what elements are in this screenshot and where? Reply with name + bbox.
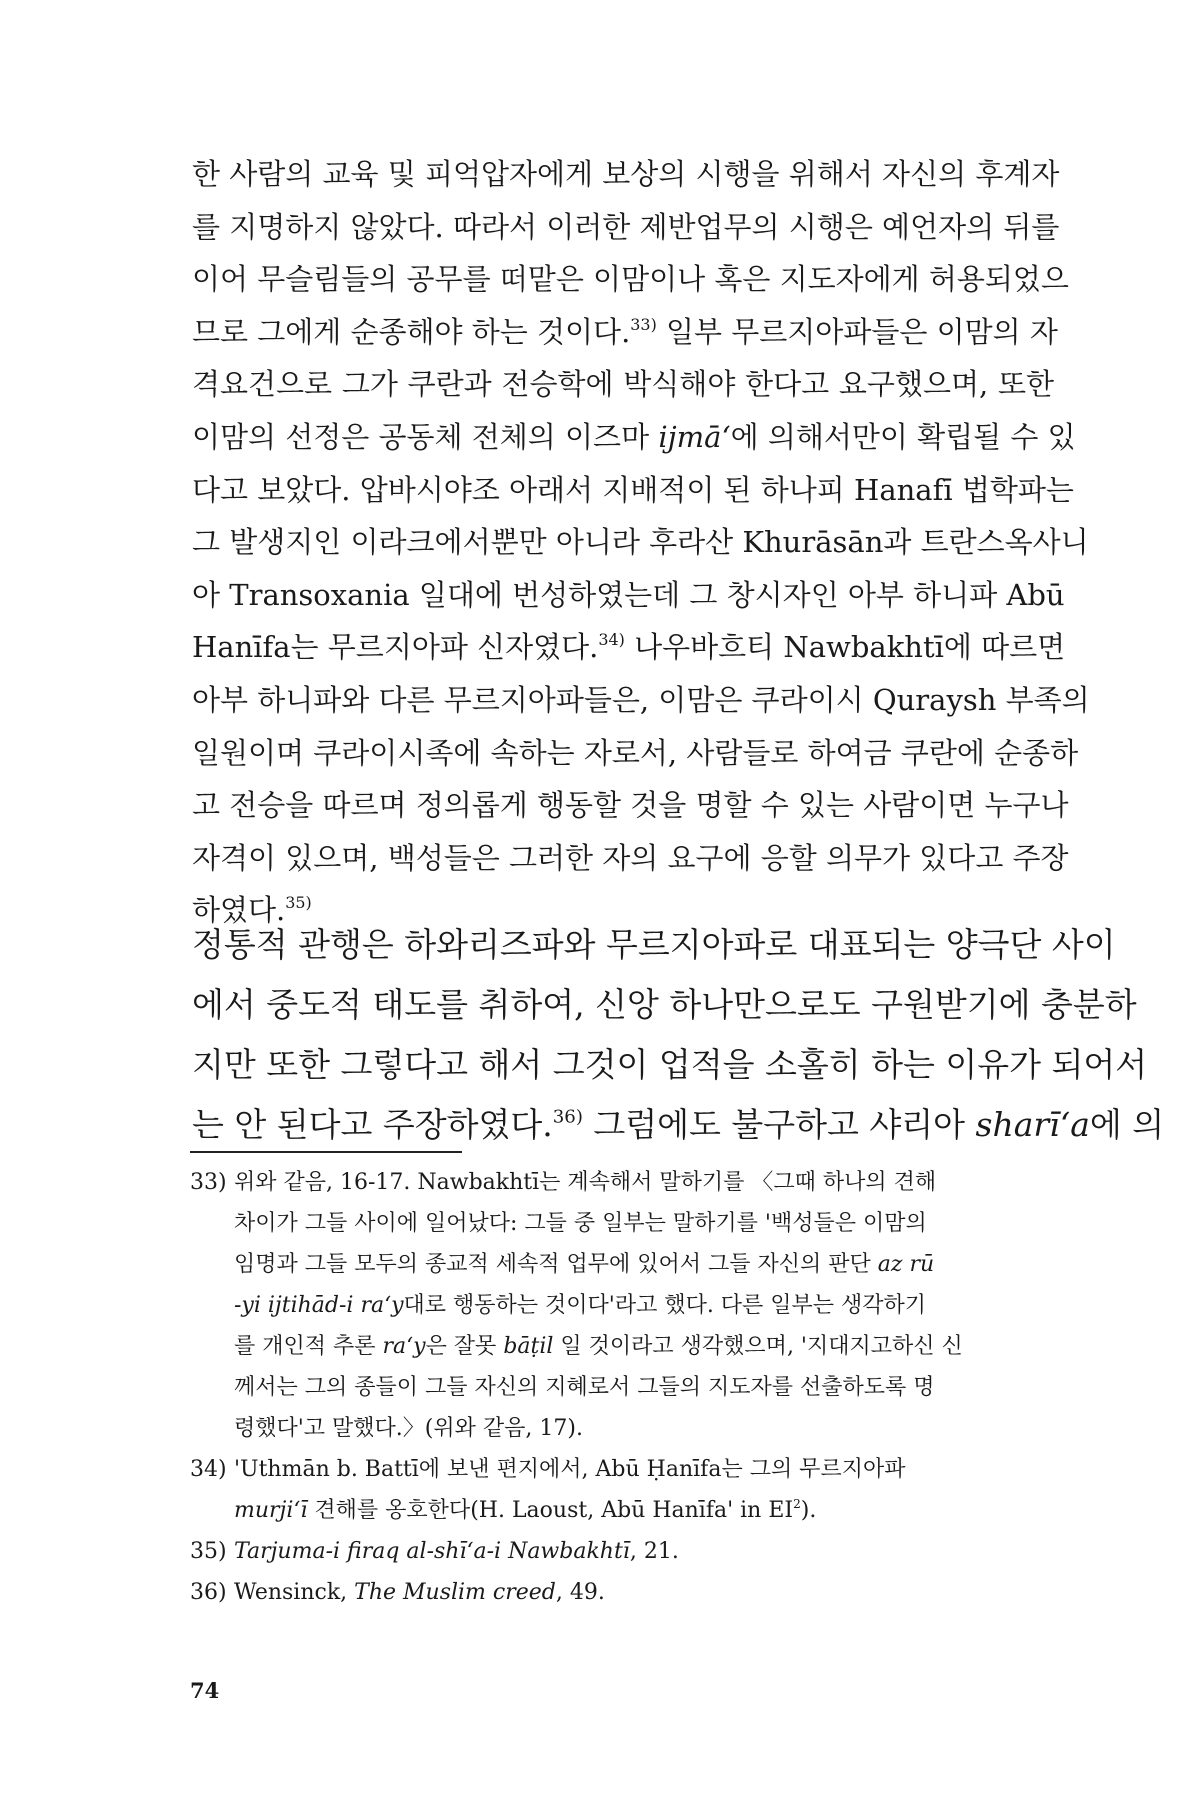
text-line (192, 621, 1066, 674)
footnote-line: 위와 같음, 16-17. Nawbakhtī는 계속해서 말하기를 〈그때 하나의 견해 (234, 1170, 937, 1195)
text-line: 격요건으로 그가 쿠란과 전승학에 박식해야 한다고 요구했으며, 또한 (192, 367, 1054, 402)
text-line: 그 발생지인 이라크에서뿐만 아니라 후라산 Khurāsān과 트란스옥사니 (192, 525, 1089, 560)
footnote-number: 35) (190, 1539, 227, 1564)
page-number: 74 (190, 1678, 220, 1703)
text-segment: 하였다. (192, 893, 286, 928)
italic-term: ijmāʻ (658, 419, 731, 454)
text-line: 이어 무슬림들의 공무를 떠맡은 이맘이나 혹은 지도자에게 허용되었으 (192, 262, 1069, 297)
footnote-34 (190, 1449, 1054, 1531)
body-paragraph-1 (192, 148, 1090, 937)
superscript: 2 (793, 1496, 801, 1511)
body-paragraph-2 (192, 915, 1165, 1155)
text-segment: 대로 행동하는 것이다'라고 했다. 다른 일부는 생각하기 (403, 1293, 927, 1318)
footnote-line (234, 1326, 1054, 1367)
text-segment: 는 안 된다고 주장하였다. (192, 1105, 553, 1144)
footnote-ref-33: 33) (630, 314, 657, 334)
footnote-line (234, 1572, 1054, 1613)
italic-term: sharīʻa (975, 1105, 1090, 1144)
text-line: 아부 하니파와 다른 무르지아파들은, 이맘은 쿠라이시 Quraysh 부족의 (192, 682, 1090, 717)
text-line: 정통적 관행은 하와리즈파와 무르지아파로 대표되는 양극단 사이 (192, 925, 1116, 964)
text-segment: 그럼에도 불구하고 샤리아 (582, 1105, 976, 1144)
footnote-line: 'Uthmān b. Battī에 보낸 편지에서, Abū Ḥanīfa는 그의 무르지아파 (234, 1457, 906, 1482)
text-segment: 나우바흐티 Nawbakhtī에 따르면 (624, 630, 1066, 665)
text-segment: 이맘의 선정은 공동체 전체의 이즈마 (192, 419, 659, 454)
footnote-line: 차이가 그들 사이에 일어났다: 그들 중 일부는 말하기를 '백성들은 이맘의 (234, 1211, 927, 1236)
footnote-line (234, 1531, 1054, 1572)
text-segment: 임명과 그들 모두의 종교적 세속적 업무에 있어서 그들 자신의 판단 (234, 1252, 878, 1277)
text-segment: 일부 무르지아파들은 이맘의 자 (656, 314, 1058, 349)
footnote-35 (190, 1531, 1054, 1572)
text-line: 자격이 있으며, 백성들은 그러한 자의 요구에 응할 의무가 있다고 주장 (192, 840, 1069, 875)
text-segment: 에 의 (1089, 1105, 1165, 1144)
text-segment: , 21. (629, 1539, 679, 1564)
text-line: 에서 중도적 태도를 취하여, 신앙 하나만으로도 구원받기에 충분하 (192, 985, 1137, 1024)
footnote-line (234, 1244, 1054, 1285)
footnote-line (234, 1490, 1054, 1531)
footnote-divider (190, 1151, 462, 1153)
italic-term: murjiʻī (234, 1498, 308, 1523)
footnote-number: 33) (190, 1170, 227, 1195)
text-segment: , 49. (555, 1580, 605, 1605)
footnote-36 (190, 1572, 1054, 1613)
text-line: 를 지명하지 않았다. 따라서 이러한 제반업무의 시행은 예언자의 뒤를 (192, 209, 1060, 244)
footnote-ref-34: 34) (598, 630, 625, 650)
text-line (192, 411, 1076, 464)
text-segment: 를 개인적 추론 (234, 1334, 383, 1359)
footnote-33 (190, 1162, 1054, 1449)
text-line: 다고 보았다. 압바시야조 아래서 지배적이 된 하나피 Hanafī 법학파는 (192, 472, 1074, 507)
text-line: 고 전승을 따르며 정의롭게 행동할 것을 명할 수 있는 사람이면 누구나 (192, 788, 1069, 823)
footnote-line: 령했다'고 말했다.〉(위와 같음, 17). (234, 1416, 583, 1441)
text-segment: Wensinck, (234, 1580, 355, 1605)
footnote-number: 36) (190, 1580, 227, 1605)
text-line (192, 1095, 1165, 1155)
text-line: 한 사람의 교육 및 피억압자에게 보상의 시행을 위해서 자신의 후계자 (192, 157, 1060, 191)
footnote-line: 께서는 그의 종들이 그들 자신의 지혜로서 그들의 지도자를 선출하도록 명 (234, 1375, 935, 1400)
text-segment: 므로 그에게 순종해야 하는 것이다. (192, 314, 631, 349)
text-segment: ). (800, 1498, 817, 1523)
text-segment: 일 것이라고 생각했으며, '지대지고하신 신 (553, 1334, 963, 1359)
italic-term: -yi ijtihād-i raʻy (234, 1293, 404, 1318)
text-segment: 견해를 옹호한다(H. Laoust, Abū Hanīfa' in EI (307, 1498, 794, 1523)
italic-title: The Muslim creed (354, 1580, 556, 1605)
text-line: 일원이며 쿠라이시족에 속하는 자로서, 사람들로 하여금 쿠란에 순종하 (192, 735, 1079, 770)
footnote-number: 34) (190, 1457, 227, 1482)
text-segment: 에 의해서만이 확립될 수 있 (730, 419, 1076, 454)
italic-title: Tarjuma-i firaq al-shīʻa-i Nawbakhtī (234, 1539, 630, 1564)
text-line: 지만 또한 그렇다고 해서 그것이 업적을 소홀히 하는 이유가 되어서 (192, 1045, 1148, 1084)
text-line (192, 306, 1058, 359)
footnote-ref-36: 36) (552, 1106, 583, 1128)
italic-term: az rū (877, 1252, 935, 1277)
footnote-line (234, 1285, 1054, 1326)
text-segment: Hanīfa는 무르지아파 신자였다. (192, 630, 599, 665)
text-segment: 은 잘못 (425, 1334, 504, 1359)
footnotes (190, 1162, 1054, 1613)
italic-term: bāṭil (503, 1334, 554, 1359)
text-line: 아 Transoxania 일대에 번성하였는데 그 창시자인 아부 하니파 Abū (192, 577, 1065, 612)
italic-term: raʻy (382, 1334, 426, 1359)
footnote-ref-35: 35) (285, 893, 312, 913)
